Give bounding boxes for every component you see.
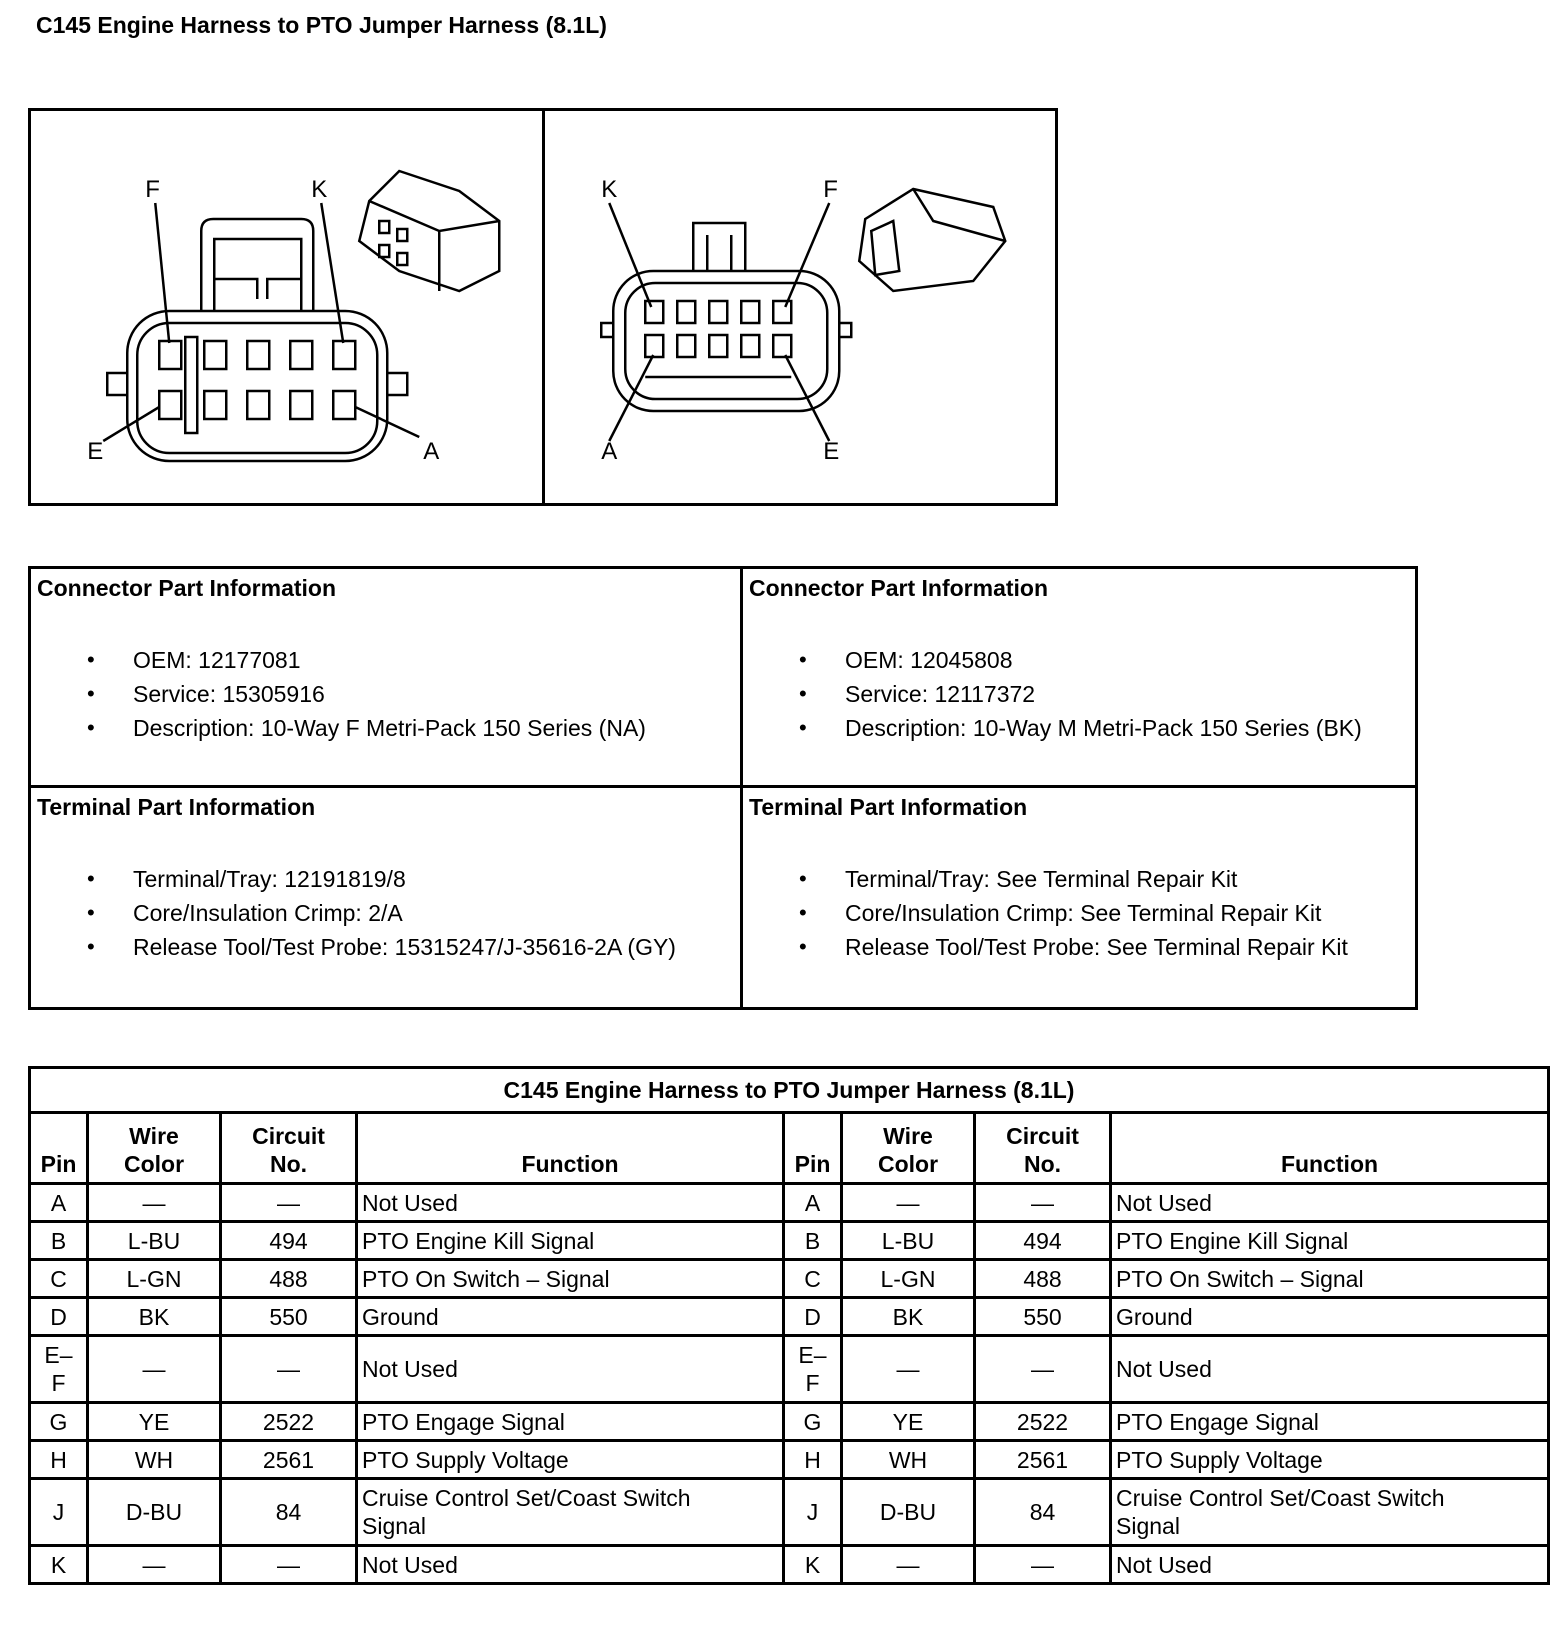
list-item: • Release Tool/Test Probe: 15315247/J-35616-2A (GY) [87, 934, 676, 960]
list-item: • Service: 15305916 [87, 681, 325, 707]
table-row: A — — Not Used A — — Not Used [30, 1184, 1549, 1222]
table-row: C L-GN 488 PTO On Switch – Signal C L-GN 488 PTO On Switch – Signal [30, 1260, 1549, 1298]
table-caption: C145 Engine Harness to PTO Jumper Harness (8.1L) [30, 1068, 1549, 1113]
label-k-male: K [600, 176, 617, 203]
terminal-info-left [31, 788, 743, 1007]
col-function: Function [357, 1113, 784, 1184]
connector-heading: Connector Part Information [749, 575, 1049, 601]
terminal-heading: Terminal Part Information [749, 794, 1028, 820]
connector-info-right [743, 569, 1415, 788]
list-item: • Core/Insulation Crimp: 2/A [87, 900, 403, 926]
list-item: • Description: 10-Way M Metri-Pack 150 Series (BK) [799, 715, 1362, 741]
table-row: J D-BU 84 Cruise Control Set/Coast Switch Signal J D-BU 84 Cruise Control Set/Coast Switch Signal [30, 1479, 1549, 1546]
male-connector-drawing [545, 111, 1056, 503]
terminal-heading: Terminal Part Information [37, 794, 316, 820]
terminal-list [799, 862, 1348, 964]
col-wire-color: Wire Color [88, 1113, 221, 1184]
connector-info-left [31, 569, 743, 788]
connector-list [799, 643, 1362, 745]
label-e-male: E [822, 438, 839, 465]
table-row: H WH 2561 PTO Supply Voltage H WH 2561 PTO Supply Voltage [30, 1441, 1549, 1479]
label-f: F [145, 176, 160, 203]
label-f-male: F [822, 176, 838, 203]
col-circuit: Circuit No. [975, 1113, 1111, 1184]
table-header-row [30, 1113, 1549, 1184]
table-row: G YE 2522 PTO Engage Signal G YE 2522 PTO Engage Signal [30, 1403, 1549, 1441]
col-circuit: Circuit No. [221, 1113, 357, 1184]
list-item: • Service: 12117372 [799, 681, 1036, 707]
list-item: • Terminal/Tray: 12191819/8 [87, 866, 406, 892]
col-pin: Pin [784, 1113, 842, 1184]
connector-diagram [28, 108, 1058, 506]
terminal-list [87, 862, 676, 964]
label-a-male: A [600, 438, 617, 465]
pinout-table [28, 1066, 1550, 1585]
label-k: K [311, 176, 328, 203]
label-e: E [87, 438, 104, 465]
list-item: • Description: 10-Way F Metri-Pack 150 Series (NA) [87, 715, 646, 741]
connector-heading: Connector Part Information [37, 575, 337, 601]
part-info-grid [28, 566, 1418, 1010]
terminal-info-right [743, 788, 1415, 1007]
page-title: C145 Engine Harness to PTO Jumper Harness (8.1L) [36, 12, 607, 38]
list-item: • Core/Insulation Crimp: See Terminal Repair Kit [799, 900, 1322, 926]
list-item: • OEM: 12177081 [87, 647, 301, 673]
label-a: A [423, 438, 440, 465]
col-wire-color: Wire Color [842, 1113, 975, 1184]
col-pin: Pin [30, 1113, 88, 1184]
table-row: D BK 550 Ground D BK 550 Ground [30, 1298, 1549, 1336]
female-connector-drawing [31, 111, 542, 503]
table-row: B L-BU 494 PTO Engine Kill Signal B L-BU 494 PTO Engine Kill Signal [30, 1222, 1549, 1260]
table-row: K — — Not Used K — — Not Used [30, 1546, 1549, 1584]
connector-list [87, 643, 646, 745]
list-item: • Release Tool/Test Probe: See Terminal Repair Kit [799, 934, 1348, 960]
list-item: • OEM: 12045808 [799, 647, 1013, 673]
col-function: Function [1111, 1113, 1549, 1184]
table-row: E– F — — Not Used E– F — — Not Used [30, 1336, 1549, 1403]
list-item: • Terminal/Tray: See Terminal Repair Kit [799, 866, 1238, 892]
male-connector-panel [542, 111, 1056, 503]
female-connector-panel [31, 111, 542, 503]
